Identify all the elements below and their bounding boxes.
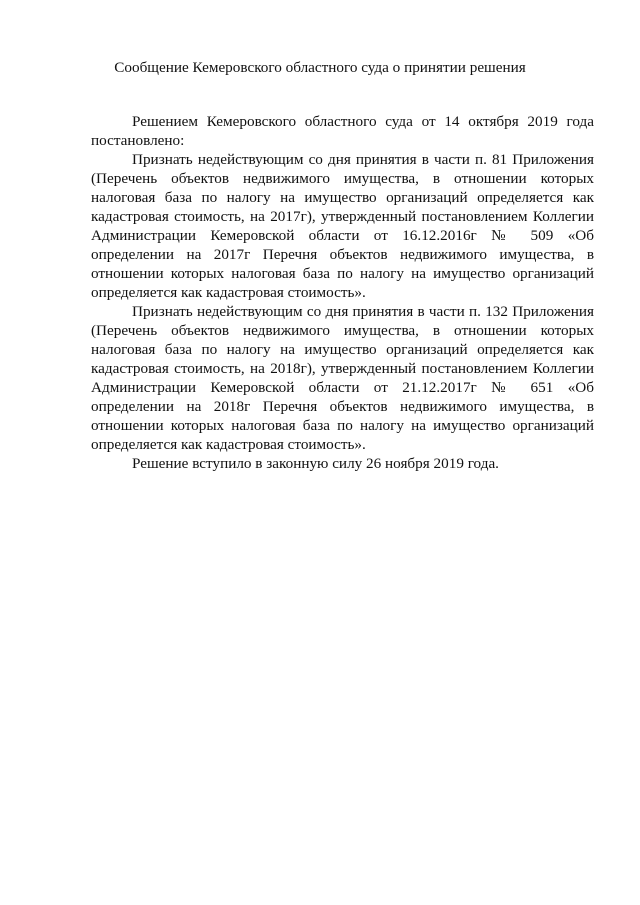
paragraph-decision-intro: Решением Кемеровского областного суда от 14 октября 2019 года постановлено: [91,113,594,149]
paragraph-item-81: Признать недействующим со дня принятия в части п. 81 Приложения (Перечень объектов недвижимого имущества, в отношении которых налоговая база по налогу на имущество организаций определяется как кадастровая стоимость, на 2017г), утвержденный постановлением Коллегии Администрации Кемеровской области от 16.12.2016г № 509 «Об определении на 2017г Перечня объектов недвижимого имущества, в отношении которых налоговая база по налогу на имущество организаций определяется как кадастровая стоимость». [91,151,594,301]
document-title: Сообщение Кемеровского областного суда о принятии решения [114,59,526,76]
paragraph-effective-date: Решение вступило в законную силу 26 ноября 2019 года. [132,455,499,472]
paragraph-item-132: Признать недействующим со дня принятия в части п. 132 Приложения (Перечень объектов недвижимого имущества, в отношении которых налоговая база по налогу на имущество организаций определяется как кадастровая стоимость, на 2018г), утвержденный постановлением Коллегии Администрации Кемеровской области от 21.12.2017г № 651 «Об определении на 2018г Перечня объектов недвижимого имущества, в отношении которых налоговая база по налогу на имущество организаций определяется как кадастровая стоимость». [91,303,594,453]
document-body [91,112,594,473]
